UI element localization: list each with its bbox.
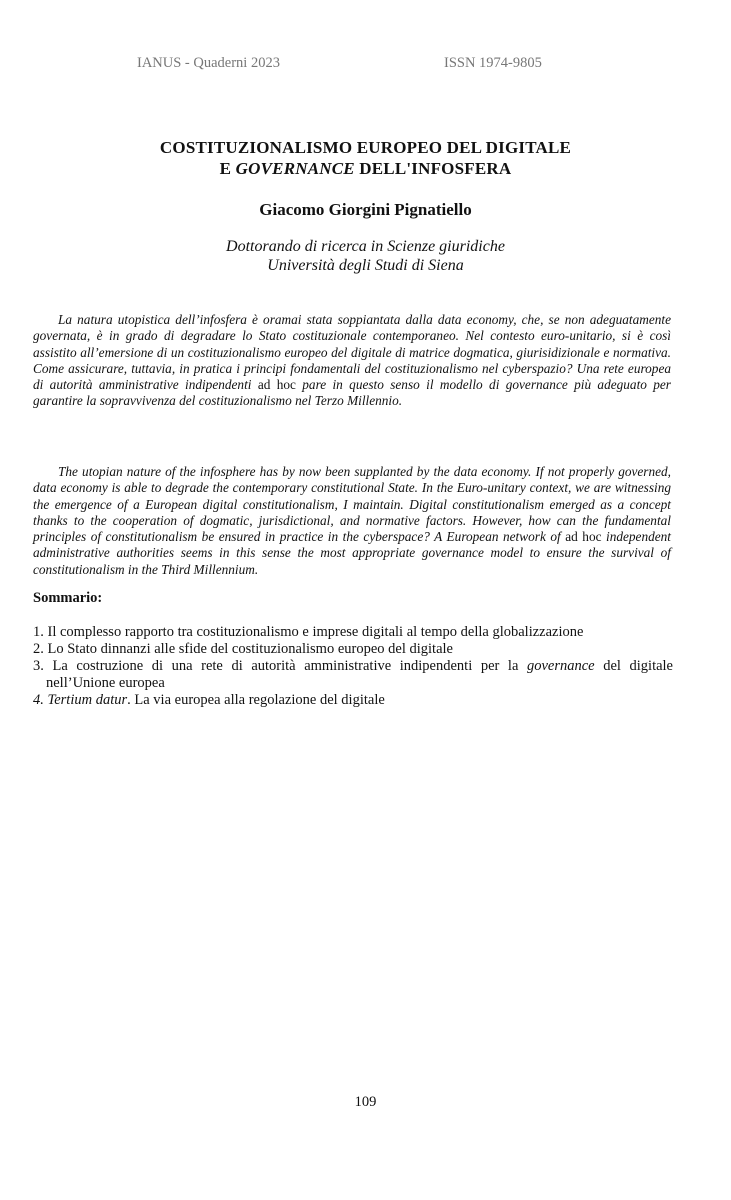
page-number: 109 [354,1094,377,1110]
title-line-2-prefix: E [219,159,236,178]
abstract-en-part-1: The utopian nature of the infosphere has by now been supplanted by the data economy. If not properly governed, data economy is able to degrade the contemporary constitutional State. In the Euro-unitary context, we are witnessing the emergence of a European digital constitutionalism, I maintain. Digital constitutionalism emerged as a concept thanks to the cooperation of dogmatic, jurisdictional, and normative factors. However, how can the fundamental principles of constitutionalism be ensured in practice in the cyberspace? A European network of [33,464,671,545]
abstract-en-ad-hoc: ad hoc [565,529,602,545]
toc-item-4-suffix: . La via europea alla regolazione del digitale [127,692,385,708]
abstract-it-part-1: La natura utopistica dell’infosfera è oramai stata soppiantata dalla data economy, che, se non adeguatamente governata, è in grado di degradare lo Stato costituzionale contemporaneo. Nel contesto euro-unitario, si è così assistito all’emersione di un costituzionalismo europeo del digitale di matrice dogmatica, giurisidizionale e normativa. Come assicurare, tuttavia, in pratica i principi fondamentali del costituzionalismo nel cyberspazio? Una rete europea di autorità amministrative indipendenti [33,312,671,393]
abstract-it-part-2: pare in questo senso il modello di governance più adeguato per garantire la sopravvivenza del costituzionalismo nel Terzo Millennio. [33,377,671,409]
author-name: Giacomo Giorgini Pignatiello [259,200,472,219]
toc-item-3-continuation: nell’Unione europea [46,675,165,691]
author-affiliation [60,237,671,275]
journal-name: IANUS - Quaderni 2023 [137,55,280,71]
abstract-english [33,464,671,578]
title-line-2-suffix: DELL'INFOSFERA [354,159,512,178]
abstract-en-part-2: independent administrative authorities seems in this sense the most appropriate governance model to ensure the survival of constitutionalism in the Third Millennium. [33,529,672,577]
abstract-it-ad-hoc: ad hoc [257,377,296,393]
toc-item-4 [33,692,673,709]
table-of-contents [33,624,673,709]
title-governance-italic: GOVERNANCE [235,159,355,178]
abstract-italian [33,312,671,410]
toc-item-2: 2. Lo Stato dinnanzi alle sfide del costituzionalismo europeo del digitale [33,641,453,657]
toc-item-4-italic: 4. Tertium datur [33,692,128,708]
article-title [60,137,671,179]
title-line-2 [60,158,671,179]
toc-item-3 [33,658,673,675]
toc-item-1: 1. Il complesso rapporto tra costituzionalismo e imprese digitali al tempo della globalizzazione [33,624,584,640]
toc-item-3-italic: governance [526,658,595,674]
toc-item-3-suffix: del digitale [594,658,673,674]
toc-item-3-prefix: 3. La costruzione di una rete di autorità amministrative indipendenti per la [33,658,527,674]
title-line-1: COSTITUZIONALISMO EUROPEO DEL DIGITALE [159,138,572,157]
sommario-heading: Sommario: [33,590,103,606]
affiliation-line-1: Dottorando di ricerca in Scienze giuridiche [226,238,505,255]
affiliation-line-2: Università degli Studi di Siena [267,257,464,274]
issn-label: ISSN 1974-9805 [444,55,542,71]
